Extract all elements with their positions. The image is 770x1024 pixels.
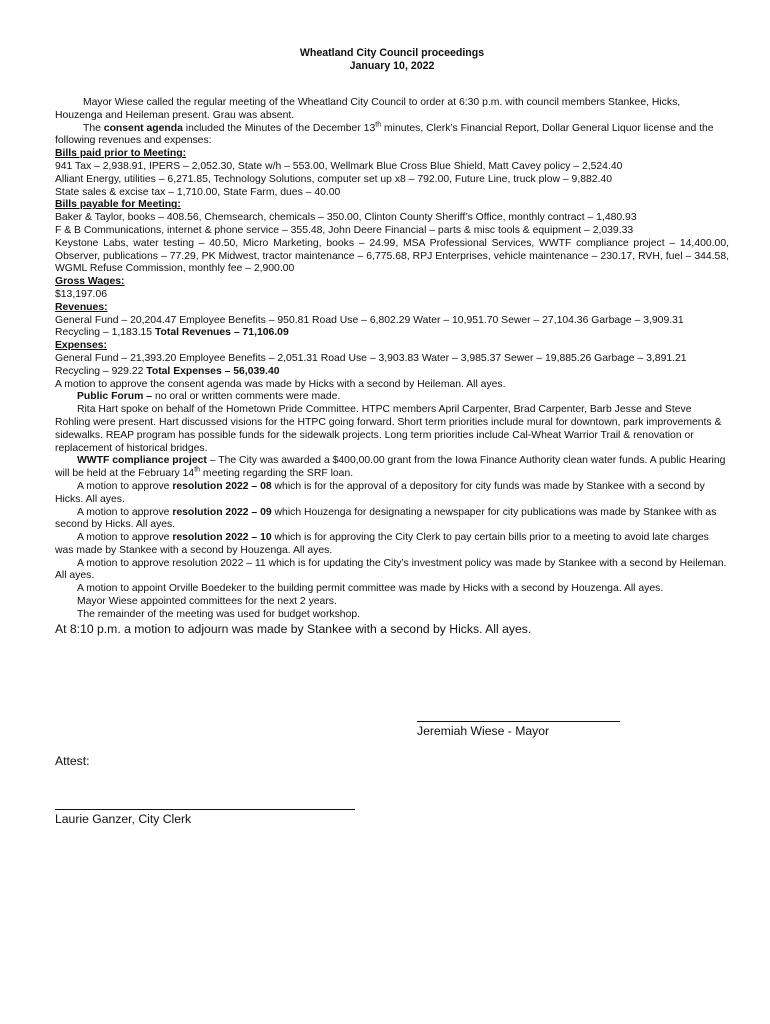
bills-prior-line: 941 Tax – 2,938.91, IPERS – 2,052.30, State w/h – 553.00, Wellmark Blue Cross Blue Shield, Matt Cavey policy – 2,524.40 xyxy=(55,160,623,172)
attest-label: Attest: xyxy=(55,754,90,768)
resolution-09-motion: A motion to approve resolution 2022 – 09 which Houzenga for designating a newspaper for city publications was made by Stankee with as second by Hicks. All ayes. xyxy=(55,506,717,531)
consent-paragraph: The consent agenda included the Minutes of the December 13th minutes, Clerk’s Financial Report, Dollar General Liquor license and the following revenues and expenses: xyxy=(55,121,714,147)
revenues-paragraph: General Fund – 20,204.47 Employee Benefits – 950.81 Road Use – 6,802.29 Water – 10,951.70 Sewer – 27,104.36 Garbage – 3,909.31 Recycling – 1,183.15 Total Revenues – 71,106.09 xyxy=(55,314,684,339)
bills-prior-line: State sales & excise tax – 1,710.00, State Farm, dues – 40.00 xyxy=(55,186,341,198)
clerk-name: Laurie Ganzer, City Clerk xyxy=(55,812,192,826)
bills-prior-heading: Bills paid prior to Meeting: xyxy=(55,148,187,160)
bills-payable-line: Baker & Taylor, books – 408.56, Chemsearch, chemicals – 350.00, Clinton County Sheriff’s Office, monthly contract – 1,480.93 xyxy=(55,212,637,224)
gross-wages-heading: Gross Wages: xyxy=(55,276,125,288)
revenues-heading: Revenues: xyxy=(55,301,108,313)
public-forum: Public Forum – no oral or written comments were made. xyxy=(77,391,341,403)
htpc-paragraph: Rita Hart spoke on behalf of the Hometown Pride Committee. HTPC members April Carpenter, Brad Carpenter, Barb Jesse and Steve Rohling were present. Hart discussed visions for the HTPC going forward. Short term priorities include mural for downtown, park improvements & sidewalks. REAP program has possible funds for the sidewalk projects. Long term priorities include Cal-Wheat Warrior Trail & renovation or replacement of historical bridges. xyxy=(55,404,722,454)
document-title xyxy=(55,47,729,73)
opening-paragraph: Mayor Wiese called the regular meeting of the Wheatland City Council to order at 6:30 p.m. with council members Stankee, Hicks, Houzenga and Heileman present. Grau was absent. xyxy=(55,97,681,121)
resolution-10-motion: A motion to approve resolution 2022 – 10 which is for approving the City Clerk to pay certain bills prior to a meeting to avoid late charges was made by Stankee with a second by Houzenga. All ayes. xyxy=(55,532,709,556)
resolution-11-motion: A motion to approve resolution 2022 – 11 which is for updating the City’s investment policy was made by Stankee with a second by Heileman. All ayes. xyxy=(55,557,727,582)
bills-prior-line: Alliant Energy, utilities – 6,271.85, Technology Solutions, computer set up x8 – 792.00, Future Line, truck plow – 9,882.40 xyxy=(55,173,613,185)
bills-payable-line: F & B Communications, internet & phone service – 355.48, John Deere Financial – parts & misc tools & equipment – 2,039.33 xyxy=(55,224,634,236)
bills-payable-paragraph: Keystone Labs, water testing – 40.50, Micro Marketing, books – 24.99, MSA Professional Services, WWTF compliance project – 14,400.00, Observer, publications – 77.29, PK Midwest, tractor maintenance – 6,775.68, RPJ Enterprises, vehicle maintenance – 230.17, RVH, fuel – 344.58, WGML Refuse Commission, monthly fee – 2,900.00 xyxy=(55,237,729,275)
expenses-heading: Expenses: xyxy=(55,340,107,352)
clerk-signature-line xyxy=(55,809,355,810)
building-permit-motion: A motion to appoint Orville Boedeker to the building permit committee was made by Hicks with a second by Houzenga. All ayes. xyxy=(77,583,664,595)
mayor-signature-line xyxy=(417,721,620,722)
mayor-name: Jeremiah Wiese - Mayor xyxy=(417,724,550,738)
consent-motion: A motion to approve the consent agenda was made by Hicks with a second by Heileman. All ayes. xyxy=(55,378,506,390)
wwtf-paragraph: WWTF compliance project – The City was awarded a $400,00.00 grant from the Iowa Finance Authority clean water funds. A public Hearing will be held at the February 14th meeting regarding the SRF loan. xyxy=(55,455,726,480)
committees-paragraph: Mayor Wiese appointed committees for the next 2 years. xyxy=(77,596,337,608)
bills-payable-heading: Bills payable for Meeting: xyxy=(55,199,181,211)
minutes-document xyxy=(55,47,729,637)
title-date: January 10, 2022 xyxy=(349,60,435,72)
resolution-08-motion: A motion to approve resolution 2022 – 08 which is for the approval of a depository for city funds was made by Stankee with a second by Hicks. All ayes. xyxy=(55,480,705,505)
expenses-paragraph: General Fund – 21,393.20 Employee Benefits – 2,051.31 Road Use – 3,903.83 Water – 3,985.37 Sewer – 19,885.26 Garbage – 3,891.21 Recycling – 929.22 Total Expenses – 56,039.40 xyxy=(55,352,687,377)
gross-wages-value: $13,197.06 xyxy=(55,288,108,300)
remainder-paragraph: The remainder of the meeting was used for budget workshop. xyxy=(77,608,361,620)
title-line-1: Wheatland City Council proceedings xyxy=(299,47,485,59)
adjourn-paragraph: At 8:10 p.m. a motion to adjourn was made by Stankee with a second by Hicks. All ayes. xyxy=(55,621,532,636)
